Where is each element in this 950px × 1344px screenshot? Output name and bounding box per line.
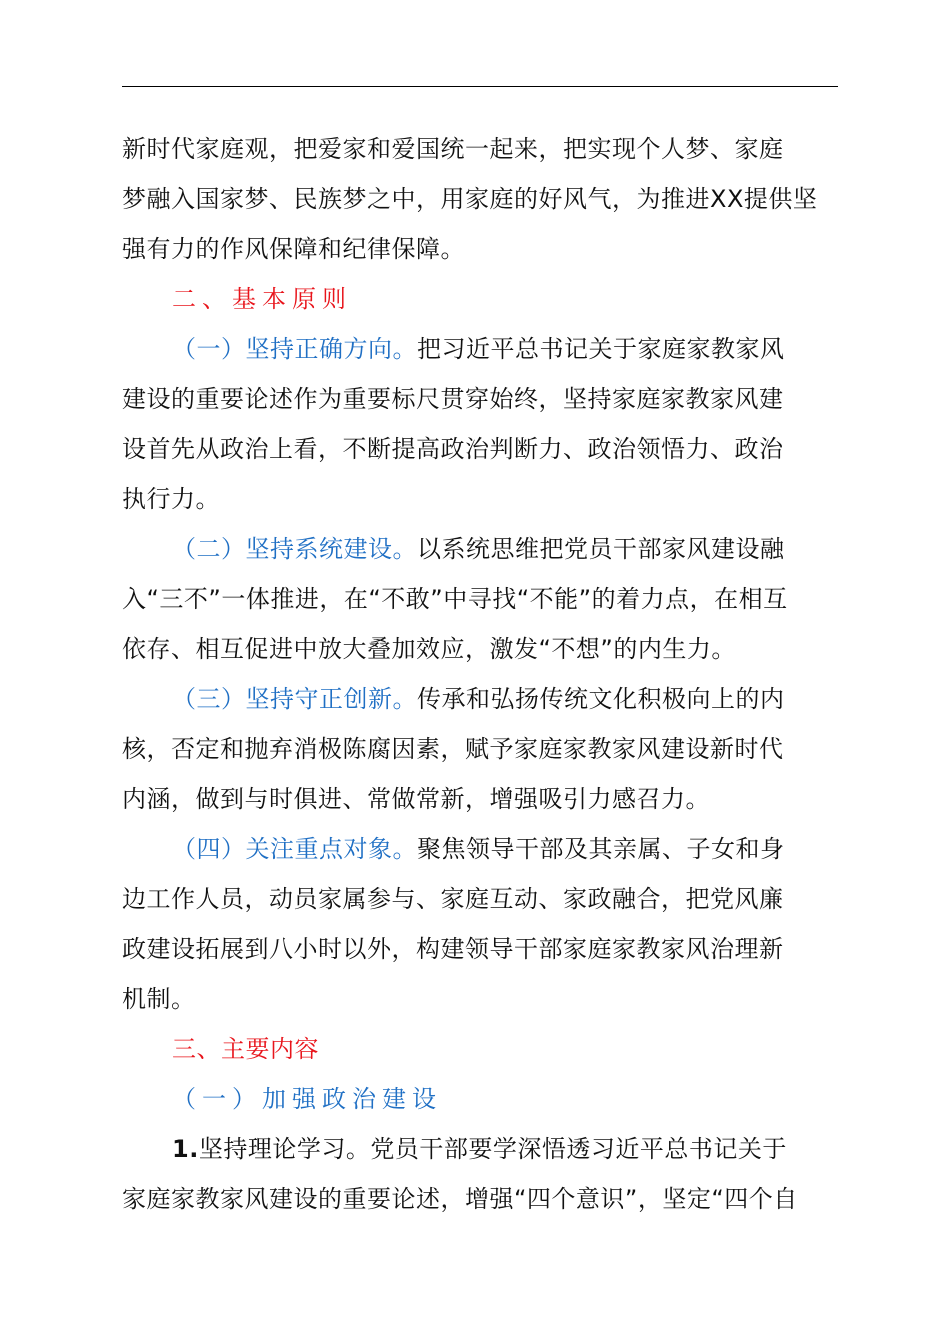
body-line: 建设的重要论述作为重要标尺贯穿始终，坚持家庭家教家风建: [122, 385, 784, 413]
body-line: 机制。: [122, 985, 196, 1013]
item-text: 坚持理论学习。党员干部要学深悟透习近平总书记关于: [198, 1135, 787, 1163]
body-line: 核，否定和抛弃消极陈腐因素，赋予家庭家教家风建设新时代: [122, 735, 784, 763]
body-line: 政建设拓展到八小时以外，构建领导干部家庭家教家风治理新: [122, 935, 784, 963]
item-number: 1.: [172, 1135, 199, 1163]
body-line: 强有力的作风保障和纪律保障。: [122, 235, 465, 263]
principle-text: 聚焦领导干部及其亲属、子女和身: [417, 835, 785, 863]
body-line: 依存、相互促进中放大叠加效应，激发“不想”的内生力。: [122, 635, 736, 663]
principle-title: （二）坚持系统建设。: [172, 535, 417, 563]
body-line: 梦融入国家梦、民族梦之中，用家庭的好风气，为推进XX提供坚: [122, 185, 818, 213]
principle-text: 以系统思维把党员干部家风建设融: [417, 535, 785, 563]
principle-text: 把习近平总书记关于家庭家教家风: [417, 335, 785, 363]
principle-paragraph: [172, 331, 838, 367]
principle-paragraph: [172, 531, 838, 567]
principle-title: （四）关注重点对象。: [172, 835, 417, 863]
body-line: 边工作人员，动员家属参与、家庭互动、家政融合，把党风廉: [122, 885, 784, 913]
body-line: 入“三不”一体推进，在“不敢”中寻找“不能”的着力点，在相互: [122, 585, 788, 613]
body-line: 内涵，做到与时俱进、常做常新，增强吸引力感召力。: [122, 785, 710, 813]
body-line: 设首先从政治上看，不断提高政治判断力、政治领悟力、政治: [122, 435, 784, 463]
principle-title: （三）坚持守正创新。: [172, 685, 417, 713]
principle-title: （一）坚持正确方向。: [172, 335, 417, 363]
body-line: 执行力。: [122, 485, 220, 513]
principle-paragraph: [172, 681, 838, 717]
principle-paragraph: [172, 831, 838, 867]
principle-text: 传承和弘扬传统文化积极向上的内: [417, 685, 785, 713]
item-paragraph: [172, 1131, 838, 1167]
body-line: 新时代家庭观，把爱家和爱国统一起来，把实现个人梦、家庭: [122, 135, 784, 163]
subsection-heading: （一）加强政治建设: [172, 1085, 442, 1113]
section-heading: 二、基本原则: [172, 285, 352, 313]
section-heading: 三、主要内容: [172, 1035, 319, 1063]
header-rule: [122, 86, 838, 87]
body-line: 家庭家教家风建设的重要论述，增强“四个意识”，坚定“四个自: [122, 1185, 798, 1213]
